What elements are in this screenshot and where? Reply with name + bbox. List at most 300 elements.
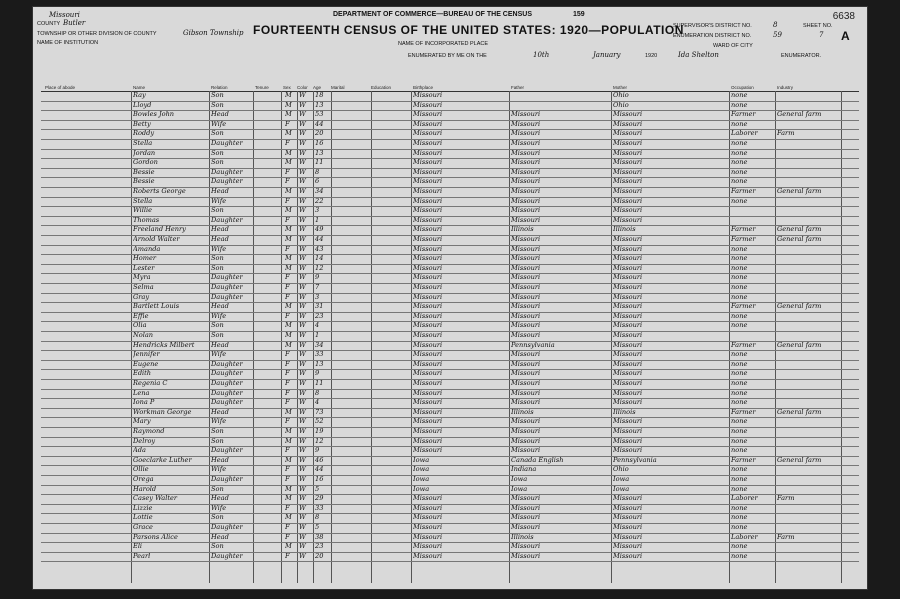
cell-occ: none <box>731 542 748 551</box>
cell-ind <box>777 360 837 370</box>
cell-rel: Wife <box>211 244 227 253</box>
cell-age: 34 <box>315 187 324 195</box>
cell-rel: Head <box>211 302 229 311</box>
cell-birth: Missouri <box>413 254 443 263</box>
cell-occ: Farmer <box>731 187 756 195</box>
cell-color: W <box>299 407 306 416</box>
cell-father: Iowa <box>511 475 528 483</box>
cell-birth: Missouri <box>413 359 443 368</box>
enum-year: 1920 <box>645 53 658 59</box>
cell-mother: Missouri <box>613 263 643 272</box>
cell-sex: F <box>285 359 290 368</box>
cell-age: 16 <box>315 475 324 483</box>
cell-occ: none <box>731 148 748 157</box>
cell-rel: Wife <box>211 311 227 320</box>
cell-age: 33 <box>315 503 324 512</box>
cell-mother: Illinois <box>613 225 636 234</box>
col-age: Age <box>313 85 322 90</box>
cell-age: 43 <box>315 244 324 253</box>
cell-sex: M <box>285 225 292 234</box>
cell-age: 44 <box>315 119 324 128</box>
cell-rel: Daughter <box>211 177 243 186</box>
cell-rel: Son <box>211 129 224 138</box>
cell-rel: Daughter <box>211 398 243 407</box>
cell-age: 44 <box>315 465 324 474</box>
cell-occ: none <box>731 311 748 320</box>
cell-name: Arnold Walter <box>133 235 180 243</box>
cell-mother: Illinois <box>613 407 636 416</box>
col-industry: Industry <box>777 85 794 90</box>
cell-color: W <box>299 292 306 301</box>
cell-ind <box>777 206 837 216</box>
sheet-letter: A <box>841 29 851 43</box>
cell-rel: Wife <box>211 503 227 512</box>
cell-occ: none <box>731 359 748 368</box>
cell-occ: none <box>731 292 748 301</box>
cell-birth: Missouri <box>413 417 443 426</box>
col-mother: Mother <box>613 85 628 90</box>
cell-rel: Son <box>211 158 224 167</box>
cell-father: Missouri <box>511 283 541 291</box>
cell-name: Olia <box>133 321 147 330</box>
cell-color: W <box>299 110 306 119</box>
cell-father: Missouri <box>511 503 541 512</box>
cell-sex: M <box>285 542 292 551</box>
cell-name: Gordon <box>133 158 158 167</box>
cell-father: Pennsylvania <box>511 340 555 349</box>
cell-mother: Missouri <box>613 523 643 531</box>
cell-ind <box>777 101 837 111</box>
cell-sex: M <box>285 254 292 263</box>
cell-birth: Missouri <box>413 215 443 224</box>
cell-sex: F <box>285 215 290 224</box>
cell-birth: Missouri <box>413 369 443 378</box>
cell-sex: M <box>285 340 292 349</box>
page-title: FOURTEENTH CENSUS OF THE UNITED STATES: 1920—POPULATION <box>253 23 684 37</box>
cell-sex: M <box>285 407 292 416</box>
cell-color: W <box>299 379 306 387</box>
cell-ind <box>777 91 837 101</box>
cell-mother: Missouri <box>613 283 643 291</box>
cell-sex: F <box>285 177 290 186</box>
cell-mother: Missouri <box>613 542 643 551</box>
cell-occ: none <box>731 254 748 263</box>
cell-occ: none <box>731 503 748 512</box>
cell-color: W <box>299 254 306 263</box>
cell-birth: Iowa <box>413 455 430 464</box>
cell-rel: Daughter <box>211 283 243 291</box>
cell-birth: Missouri <box>413 139 443 147</box>
cell-color: W <box>299 167 306 176</box>
cell-rel: Head <box>211 187 229 195</box>
cell-color: W <box>299 494 306 503</box>
cell-age: 12 <box>315 263 324 272</box>
cell-father: Missouri <box>511 542 541 551</box>
cell-birth: Missouri <box>413 523 443 531</box>
cell-color: W <box>299 388 306 397</box>
cell-birth: Missouri <box>413 283 443 291</box>
cell-father: Missouri <box>511 494 541 503</box>
cell-rel: Daughter <box>211 359 243 368</box>
cell-birth: Iowa <box>413 484 430 493</box>
cell-birth: Missouri <box>413 388 443 397</box>
cell-sex: F <box>285 292 290 301</box>
cell-father: Missouri <box>511 436 541 445</box>
cell-ind <box>777 389 837 399</box>
supervisor-label: SUPERVISOR'S DISTRICT NO. <box>673 23 752 29</box>
cell-name: Eli <box>133 542 143 551</box>
cell-age: 38 <box>315 532 324 541</box>
cell-name: Lizzie <box>133 503 153 512</box>
cell-ind <box>777 216 837 226</box>
cell-sex: M <box>285 494 292 503</box>
cell-birth: Missouri <box>413 302 443 311</box>
cell-rel: Wife <box>211 417 227 426</box>
cell-rel: Daughter <box>211 292 243 301</box>
cell-occ: none <box>731 388 748 397</box>
cell-sex: F <box>285 273 290 282</box>
cell-color: W <box>299 215 306 224</box>
cell-sex: F <box>285 311 290 320</box>
col-abode: Place of abode <box>45 85 76 90</box>
cell-ind <box>777 177 837 187</box>
cell-ind <box>777 465 837 475</box>
cell-sex: M <box>285 484 292 493</box>
cell-ind <box>777 437 837 447</box>
cell-occ: none <box>731 177 748 186</box>
cell-age: 73 <box>315 407 324 416</box>
cell-mother: Missouri <box>613 110 643 119</box>
cell-rel: Head <box>211 340 229 349</box>
cell-mother: Missouri <box>613 311 643 320</box>
cell-birth: Missouri <box>413 446 443 455</box>
township-value: Gibson Township <box>183 29 244 37</box>
cell-father: Missouri <box>511 321 541 330</box>
cell-rel: Head <box>211 235 229 243</box>
cell-ind: General farm <box>777 110 822 119</box>
cell-ind <box>777 398 837 408</box>
cell-birth: Missouri <box>413 398 443 407</box>
cell-name: Ray <box>133 91 146 99</box>
cell-birth: Iowa <box>413 465 430 474</box>
cell-age: 34 <box>315 340 324 349</box>
cell-mother: Missouri <box>613 551 643 560</box>
cell-rel: Son <box>211 427 224 435</box>
cell-age: 4 <box>315 321 320 330</box>
cell-age: 5 <box>315 523 320 531</box>
cell-birth: Missouri <box>413 331 443 339</box>
cell-rel: Daughter <box>211 446 243 455</box>
cell-name: Workman George <box>133 407 192 416</box>
cell-age: 20 <box>315 551 324 560</box>
cell-father <box>511 91 609 101</box>
cell-sex: M <box>285 148 292 157</box>
cell-color: W <box>299 225 306 234</box>
cell-color: W <box>299 513 306 522</box>
sheet-number: 7 <box>819 31 824 39</box>
cell-name: Edith <box>133 369 152 378</box>
cell-name: Jordan <box>133 148 156 157</box>
cell-sex: F <box>285 465 290 474</box>
cell-name: Roddy <box>133 129 155 138</box>
cell-name: Parsons Alice <box>133 532 178 541</box>
cell-name: Regenia C <box>133 379 168 387</box>
cell-mother: Missouri <box>613 503 643 512</box>
cell-father: Missouri <box>511 551 541 560</box>
cell-age: 12 <box>315 436 324 445</box>
cell-sex: F <box>285 551 290 560</box>
cell-birth: Missouri <box>413 119 443 128</box>
cell-sex: M <box>285 129 292 138</box>
enumerator-name: Ida Shelton <box>678 51 719 59</box>
cell-ind <box>777 504 837 514</box>
cell-sex: F <box>285 167 290 176</box>
col-birthplace: Birthplace <box>413 85 434 90</box>
cell-ind <box>777 417 837 427</box>
cell-occ: none <box>731 523 748 531</box>
cell-rel: Son <box>211 484 224 493</box>
cell-sex: M <box>285 100 292 109</box>
cell-birth: Missouri <box>413 206 443 215</box>
cell-rel: Wife <box>211 119 227 128</box>
cell-ind <box>777 139 837 149</box>
cell-sex: M <box>285 302 292 311</box>
cell-occ: none <box>731 119 748 128</box>
cell-color: W <box>299 417 306 426</box>
cell-ind <box>777 120 837 130</box>
cell-color: W <box>299 523 306 531</box>
cell-rel: Wife <box>211 465 227 474</box>
cell-occ: Laborer <box>731 129 758 138</box>
cell-birth: Missouri <box>413 503 443 512</box>
cell-sex: M <box>285 263 292 272</box>
cell-color: W <box>299 350 306 359</box>
cell-name: Hendricks Milbert <box>133 340 195 349</box>
cell-sex: M <box>285 427 292 435</box>
cell-birth: Missouri <box>413 158 443 167</box>
enumerated-label: ENUMERATED BY ME ON THE <box>408 53 487 59</box>
cell-ind <box>777 321 837 331</box>
cell-sex: F <box>285 532 290 541</box>
cell-birth: Missouri <box>413 91 443 99</box>
cell-father: Missouri <box>511 187 541 195</box>
cell-birth: Missouri <box>413 532 443 541</box>
cell-color: W <box>299 235 306 243</box>
cell-mother: Missouri <box>613 494 643 503</box>
cell-age: 22 <box>315 196 324 205</box>
cell-name: Bowles John <box>133 110 175 119</box>
cell-age: 6 <box>315 177 320 186</box>
cell-occ: none <box>731 100 748 109</box>
cell-sex: F <box>285 417 290 426</box>
cell-rel: Daughter <box>211 523 243 531</box>
cell-father: Missouri <box>511 254 541 263</box>
cell-name: Nolan <box>133 331 154 339</box>
cell-ind <box>777 283 837 293</box>
cell-father: Missouri <box>511 158 541 167</box>
cell-name: Lena <box>133 388 150 397</box>
cell-name: Bartlett Louis <box>133 302 180 311</box>
cell-rel: Son <box>211 100 224 109</box>
cell-color: W <box>299 91 306 99</box>
cell-ind <box>777 254 837 264</box>
sheet-label: SHEET NO. <box>803 23 833 29</box>
cell-color: W <box>299 475 306 483</box>
cell-sex: M <box>285 321 292 330</box>
cell-father: Missouri <box>511 215 541 224</box>
cell-name: Roberts George <box>133 187 186 195</box>
cell-occ: none <box>731 484 748 493</box>
cell-sex: F <box>285 503 290 512</box>
enumerator-label: ENUMERATOR. <box>781 53 822 59</box>
enum-day: 10th <box>533 51 550 59</box>
cell-father: Missouri <box>511 388 541 397</box>
cell-color: W <box>299 129 306 138</box>
cell-mother: Missouri <box>613 340 643 349</box>
cell-color: W <box>299 177 306 186</box>
cell-father: Missouri <box>511 244 541 253</box>
cell-color: W <box>299 331 306 339</box>
cell-mother: Ohio <box>613 465 629 474</box>
cell-sex: M <box>285 235 292 243</box>
cell-rel: Head <box>211 225 229 234</box>
cell-name: Orega <box>133 475 154 483</box>
cell-occ: none <box>731 167 748 176</box>
cell-age: 13 <box>315 100 324 109</box>
cell-birth: Missouri <box>413 379 443 387</box>
county-value: Butler <box>63 19 86 27</box>
cell-rel: Son <box>211 542 224 551</box>
cell-mother: Missouri <box>613 139 643 147</box>
cell-age: 11 <box>315 158 324 167</box>
cell-occ: none <box>731 196 748 205</box>
enum-district-label: ENUMERATION DISTRICT NO. <box>673 33 752 39</box>
cell-occ: none <box>731 465 748 474</box>
cell-ind <box>777 542 837 552</box>
cell-father: Illinois <box>511 225 534 234</box>
cell-father: Missouri <box>511 513 541 522</box>
cell-name: Grace <box>133 523 153 531</box>
cell-name: Bessie <box>133 177 155 186</box>
cell-name: Effie <box>133 311 149 320</box>
cell-age: 3 <box>315 206 320 215</box>
cell-father: Missouri <box>511 379 541 387</box>
cell-mother: Missouri <box>613 215 643 224</box>
cell-father: Missouri <box>511 398 541 407</box>
cell-age: 23 <box>315 542 324 551</box>
cell-father: Missouri <box>511 167 541 176</box>
cell-father: Missouri <box>511 369 541 378</box>
cell-birth: Missouri <box>413 187 443 195</box>
cell-occ <box>731 206 775 216</box>
cell-occ: none <box>731 427 748 435</box>
cell-father: Missouri <box>511 129 541 138</box>
cell-mother: Missouri <box>613 158 643 167</box>
cell-color: W <box>299 551 306 560</box>
cell-occ: Farmer <box>731 110 756 119</box>
cell-age: 16 <box>315 139 324 147</box>
cell-ind <box>777 513 837 523</box>
col-marital: Marital <box>331 85 345 90</box>
cell-mother: Missouri <box>613 369 643 378</box>
cell-birth: Missouri <box>413 436 443 445</box>
cell-birth: Missouri <box>413 225 443 234</box>
cell-color: W <box>299 446 306 455</box>
cell-birth: Missouri <box>413 235 443 243</box>
cell-rel: Son <box>211 91 224 99</box>
cell-birth: Missouri <box>413 196 443 205</box>
cell-name: Eugene <box>133 359 159 368</box>
cell-age: 53 <box>315 110 324 119</box>
cell-father: Missouri <box>511 139 541 147</box>
cell-birth: Missouri <box>413 110 443 119</box>
cell-color: W <box>299 139 306 147</box>
cell-color: W <box>299 148 306 157</box>
cell-color: W <box>299 273 306 282</box>
cell-age: 1 <box>315 215 320 224</box>
cell-birth: Missouri <box>413 177 443 186</box>
cell-ind <box>777 369 837 379</box>
cell-rel: Head <box>211 110 229 119</box>
cell-occ: none <box>731 446 748 455</box>
cell-birth: Missouri <box>413 148 443 157</box>
cell-rel: Son <box>211 331 224 339</box>
cell-birth: Missouri <box>413 129 443 138</box>
cell-rel: Daughter <box>211 369 243 378</box>
col-color: Color <box>297 85 308 90</box>
cell-age: 23 <box>315 311 324 320</box>
cell-mother: Missouri <box>613 273 643 282</box>
cell-father: Missouri <box>511 148 541 157</box>
cell-birth: Missouri <box>413 311 443 320</box>
cell-age: 13 <box>315 359 324 368</box>
cell-father: Missouri <box>511 359 541 368</box>
col-sex: Sex <box>283 85 291 90</box>
cell-father: Missouri <box>511 350 541 359</box>
cell-occ: Farmer <box>731 302 756 311</box>
cell-birth: Missouri <box>413 263 443 272</box>
page-stamp: 6638 <box>832 11 855 22</box>
cell-age: 20 <box>315 129 324 138</box>
cell-color: W <box>299 187 306 195</box>
cell-ind: General farm <box>777 455 822 464</box>
cell-occ: Farmer <box>731 225 756 234</box>
institution-label: NAME OF INSTITUTION <box>37 40 99 46</box>
cell-ind <box>777 523 837 533</box>
cell-sex: M <box>285 110 292 119</box>
cell-color: W <box>299 263 306 272</box>
cell-sex: F <box>285 523 290 531</box>
cell-ind <box>777 197 837 207</box>
cell-color: W <box>299 244 306 253</box>
cell-ind <box>777 485 837 495</box>
cell-age: 31 <box>315 302 324 311</box>
cell-occ <box>731 331 775 341</box>
cell-mother: Ohio <box>613 100 629 109</box>
cell-name: Goeclarke Luther <box>133 455 192 464</box>
cell-name: Amanda <box>133 244 161 253</box>
cell-name: Homer <box>133 254 157 263</box>
cell-rel: Daughter <box>211 215 243 224</box>
cell-occ: none <box>731 417 748 426</box>
cell-birth: Missouri <box>413 513 443 522</box>
cell-birth: Missouri <box>413 350 443 359</box>
cell-color: W <box>299 503 306 512</box>
cell-color: W <box>299 321 306 330</box>
cell-mother: Missouri <box>613 206 643 215</box>
cell-rel: Daughter <box>211 167 243 176</box>
census-table <box>41 91 859 583</box>
